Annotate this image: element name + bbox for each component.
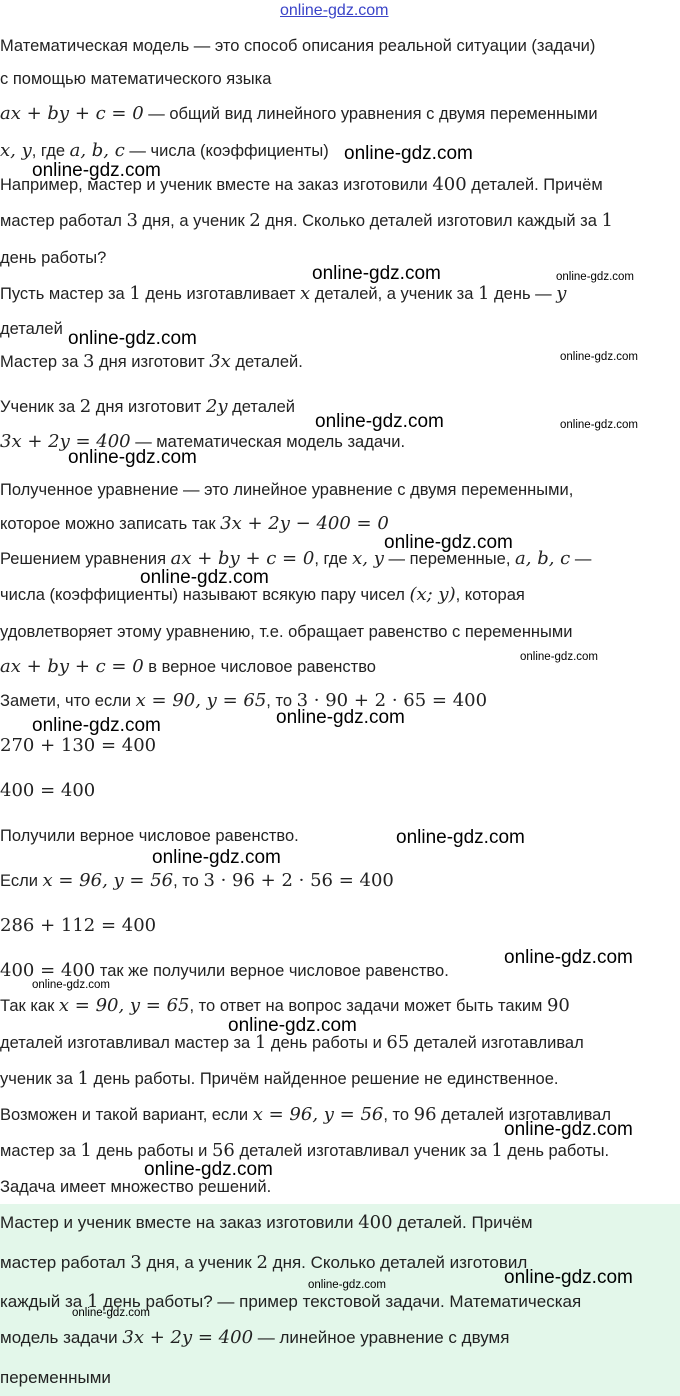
- text-line: 400 = 400 так же получили верное числовое равенство.: [0, 960, 449, 981]
- watermark: online-gdz.com: [32, 160, 161, 181]
- watermark: online-gdz.com: [68, 328, 197, 349]
- summary-callout: [0, 1204, 680, 1396]
- watermark: online-gdz.com: [504, 947, 633, 968]
- text-line: Так как x = 90, y = 65, то ответ на вопрос задачи может быть таким 90: [0, 995, 570, 1016]
- text-line: Мастер за 3 дня изготовит 3x деталей.: [0, 351, 303, 372]
- watermark: online-gdz.com: [560, 419, 638, 431]
- watermark: online-gdz.com: [312, 263, 441, 284]
- watermark: online-gdz.com: [72, 1307, 150, 1319]
- text-line: 270 + 130 = 400: [0, 735, 157, 756]
- text-line: 3x + 2y = 400 — математическая модель задачи.: [0, 431, 406, 452]
- text-line: Полученное уравнение — это линейное уравнение с двумя переменными,: [0, 481, 574, 499]
- text-line: Получили верное числовое равенство.: [0, 827, 299, 845]
- site-header-link[interactable]: online-gdz.com: [280, 2, 389, 19]
- text-line: день работы?: [0, 249, 107, 267]
- text-line: 286 + 112 = 400: [0, 915, 157, 936]
- watermark: online-gdz.com: [152, 847, 281, 868]
- text-line: удовлетворяет этому уравнению, т.е. обращает равенство с переменными: [0, 623, 573, 641]
- callout-line: модель задачи 3x + 2y = 400 — линейное уравнение с двумя: [0, 1327, 510, 1348]
- callout-line: каждый за 1 день работы? — пример текстовой задачи. Математическая: [0, 1291, 582, 1312]
- watermark: online-gdz.com: [504, 1267, 633, 1288]
- text-line: ax + by + c = 0 — общий вид линейного уравнения с двумя переменными: [0, 103, 598, 124]
- watermark: online-gdz.com: [32, 979, 110, 991]
- text-line: Математическая модель — это способ описания реальной ситуации (задачи): [0, 37, 596, 55]
- watermark: online-gdz.com: [560, 351, 638, 363]
- watermark: online-gdz.com: [32, 715, 161, 736]
- watermark: online-gdz.com: [556, 271, 634, 283]
- callout-line: мастер работал 3 дня, а ученик 2 дня. Сколько деталей изготовил: [0, 1252, 528, 1273]
- text-line: Если x = 96, y = 56, то 3 · 96 + 2 · 56 = 400: [0, 870, 394, 891]
- text-line: ax + by + c = 0 в верное числовое равенство: [0, 656, 376, 677]
- text-line: ученик за 1 день работы. Причём найденное решение не единственное.: [0, 1068, 559, 1089]
- watermark: online-gdz.com: [228, 1015, 357, 1036]
- watermark: online-gdz.com: [140, 567, 269, 588]
- text-line: Задача имеет множество решений.: [0, 1178, 272, 1196]
- text-line: Решением уравнения ax + by + c = 0, где x, y — переменные, a, b, c —: [0, 548, 592, 569]
- callout-line: Мастер и ученик вместе на заказ изготовили 400 деталей. Причём: [0, 1212, 533, 1233]
- text-line: Ученик за 2 дня изготовит 2y деталей: [0, 396, 295, 417]
- text-line: мастер работал 3 дня, а ученик 2 дня. Сколько деталей изготовил каждый за 1: [0, 210, 613, 231]
- watermark: online-gdz.com: [396, 827, 525, 848]
- watermark: online-gdz.com: [384, 532, 513, 553]
- text-line: Пусть мастер за 1 день изготавливает x деталей, а ученик за 1 день — y: [0, 283, 567, 304]
- text-line: Возможен и такой вариант, если x = 96, y = 56, то 96 деталей изготавливал: [0, 1104, 611, 1125]
- watermark: online-gdz.com: [504, 1119, 633, 1140]
- text-line: Например, мастер и ученик вместе на заказ изготовили 400 деталей. Причём: [0, 174, 603, 195]
- watermark: online-gdz.com: [144, 1159, 273, 1180]
- text-line: x, y, где a, b, c — числа (коэффициенты): [0, 140, 329, 161]
- text-line: числа (коэффициенты) называют всякую пару чисел (x; y), которая: [0, 584, 525, 605]
- text-line: мастер за 1 день работы и 56 деталей изготавливал ученик за 1 день работы.: [0, 1140, 610, 1161]
- text-line: 400 = 400: [0, 780, 96, 801]
- watermark: online-gdz.com: [315, 411, 444, 432]
- callout-line: переменными: [0, 1368, 111, 1387]
- watermark: online-gdz.com: [308, 1279, 386, 1291]
- text-line: деталей: [0, 320, 63, 338]
- watermark: online-gdz.com: [520, 651, 598, 663]
- watermark: online-gdz.com: [68, 447, 197, 468]
- text-line: которое можно записать так 3x + 2y − 400 = 0: [0, 513, 389, 534]
- text-line: с помощью математического языка: [0, 70, 272, 88]
- text-line: Замети, что если x = 90, y = 65, то 3 · 90 + 2 · 65 = 400: [0, 690, 488, 711]
- watermark: online-gdz.com: [344, 143, 473, 164]
- watermark: online-gdz.com: [276, 707, 405, 728]
- text-line: деталей изготавливал мастер за 1 день работы и 65 деталей изготавливал: [0, 1032, 584, 1053]
